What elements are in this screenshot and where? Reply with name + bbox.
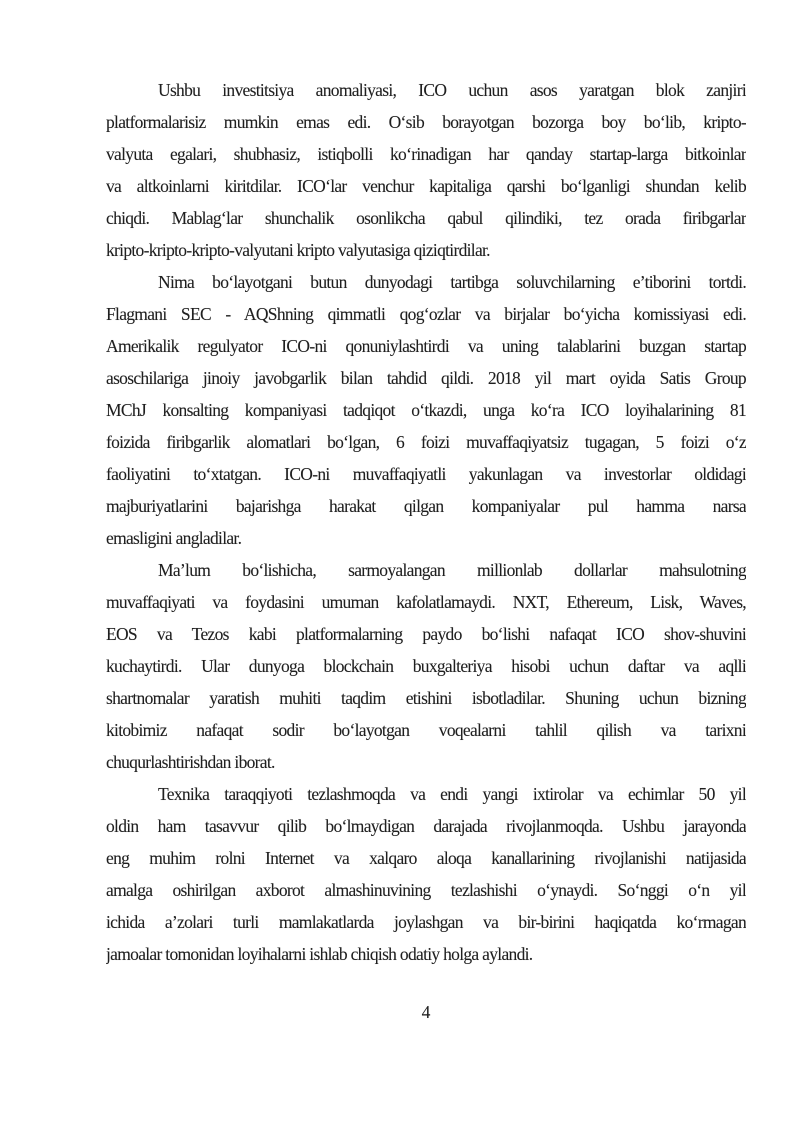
text-line: majburiyatlarini bajarishga harakat qilgan kompaniyalar pul hamma narsa	[106, 496, 746, 516]
text-line: valyuta egalari, shubhasiz, istiqbolli ko‘rinadigan har qanday startap-larga bitkoinlar	[106, 144, 746, 164]
text-line: kripto-kripto-kripto-valyutani kripto valyutasiga qiziqtirdilar.	[106, 240, 490, 260]
text-line: chiqdi. Mablag‘lar shunchalik osonlikcha qabul qilindiki, tez orada firibgarlar	[106, 208, 746, 228]
text-line: Texnika taraqqiyoti tezlashmoqda va endi yangi ixtirolar va echimlar 50 yil	[158, 784, 746, 804]
text-line: eng muhim rolni Internet va xalqaro aloqa kanallarining rivojlanishi natijasida	[106, 848, 746, 868]
text-line: Ma’lum bo‘lishicha, sarmoyalangan millionlab dollarlar mahsulotning	[158, 560, 746, 580]
text-line: kuchaytirdi. Ular dunyoga blockchain buxgalteriya hisobi uchun daftar va aqlli	[106, 656, 746, 676]
text-line: muvaffaqiyati va foydasini umuman kafolatlamaydi. NXT, Ethereum, Lisk, Waves,	[106, 592, 746, 612]
text-line: ichida a’zolari turli mamlakatlarda joylashgan va bir-birini haqiqatda ko‘rmagan	[106, 912, 746, 932]
text-line: faoliyatini to‘xtatgan. ICO-ni muvaffaqiyatli yakunlagan va investorlar oldidagi	[106, 464, 746, 484]
text-line: oldin ham tasavvur qilib bo‘lmaydigan darajada rivojlanmoqda. Ushbu jarayonda	[106, 816, 746, 836]
body-text	[106, 74, 746, 970]
text-line: foizida firibgarlik alomatlari bo‘lgan, 6 foizi muvaffaqiyatsiz tugagan, 5 foizi o‘z	[106, 432, 746, 452]
text-line: Amerikalik regulyator ICO-ni qonuniylashtirdi va uning talablarini buzgan startap	[106, 336, 746, 356]
text-line: asoschilariga jinoiy javobgarlik bilan tahdid qildi. 2018 yil mart oyida Satis Group	[106, 368, 746, 388]
text-line: amalga oshirilgan axborot almashinuvining tezlashishi o‘ynaydi. So‘nggi o‘n yil	[106, 880, 746, 900]
text-line: Flagmani SEC - AQShning qimmatli qog‘ozlar va birjalar bo‘yicha komissiyasi edi.	[106, 304, 746, 324]
text-line: chuqurlashtirishdan iborat.	[106, 752, 275, 772]
text-line: jamoalar tomonidan loyihalarni ishlab chiqish odatiy holga aylandi.	[106, 944, 533, 964]
page-number: 4	[421, 1002, 431, 1022]
text-line: EOS va Tezos kabi platformalarning paydo bo‘lishi nafaqat ICO shov-shuvini	[106, 624, 746, 644]
text-line: kitobimiz nafaqat sodir bo‘layotgan voqealarni tahlil qilish va tarixni	[106, 720, 746, 740]
text-line: Ushbu investitsiya anomaliyasi, ICO uchun asos yaratgan blok zanjiri	[158, 80, 746, 100]
text-line: emasligini angladilar.	[106, 528, 242, 548]
text-line: MChJ konsalting kompaniyasi tadqiqot o‘tkazdi, unga ko‘ra ICO loyihalarining 81	[106, 400, 746, 420]
text-line: shartnomalar yaratish muhiti taqdim etishini isbotladilar. Shuning uchun bizning	[106, 688, 746, 708]
text-line: Nima bo‘layotgani butun dunyodagi tartibga soluvchilarning e’tiborini tortdi.	[158, 272, 746, 292]
text-line: va altkoinlarni kiritdilar. ICO‘lar venchur kapitaliga qarshi bo‘lganligi shundan kelib	[106, 176, 746, 196]
text-line: platformalarisiz mumkin emas edi. O‘sib borayotgan bozorga boy bo‘lib, kripto-	[106, 112, 746, 132]
